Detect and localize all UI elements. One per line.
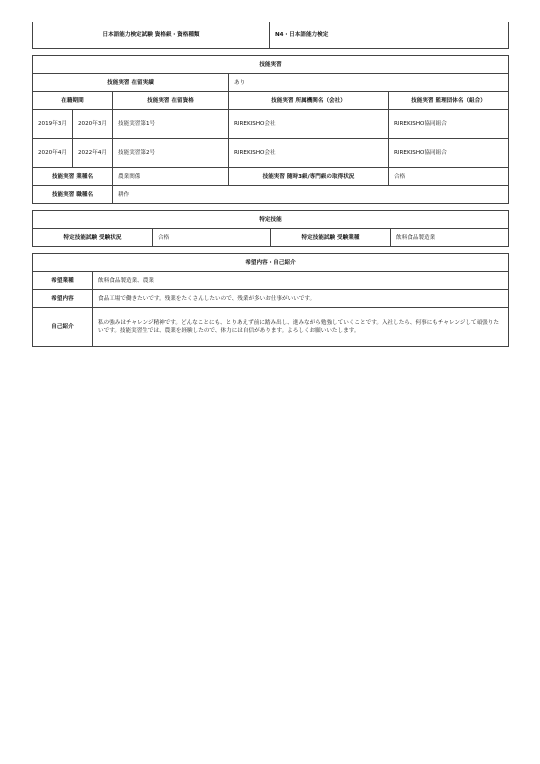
union-cell: RIREKISHO協同組合 bbox=[389, 139, 509, 168]
jlpt-value: N4・日本語能力検定 bbox=[270, 22, 509, 49]
table-row bbox=[33, 290, 509, 308]
specified-status-value: 合格 bbox=[153, 229, 271, 247]
period-end: 2022年4月 bbox=[73, 139, 113, 168]
jlpt-table bbox=[32, 22, 509, 49]
header-company: 技能実習 所属機関名（会社） bbox=[229, 92, 389, 110]
intro-label: 希望内容 bbox=[33, 290, 93, 308]
specified-field-value: 飲料食品製造業 bbox=[391, 229, 509, 247]
table-row bbox=[33, 308, 509, 347]
table-row bbox=[33, 110, 509, 139]
specified-field-label: 特定技能試験 受験業種 bbox=[271, 229, 391, 247]
industry-value: 農業関係 bbox=[113, 168, 229, 186]
table-row bbox=[33, 139, 509, 168]
intro-title: 希望内容・自己紹介 bbox=[33, 254, 509, 272]
intro-value: 飲料食品製造業、農業 bbox=[93, 272, 509, 290]
period-end: 2020年3月 bbox=[73, 110, 113, 139]
period-start: 2019年3月 bbox=[33, 110, 73, 139]
exam-label: 技能実習 随時3級/専門級の取得状況 bbox=[229, 168, 389, 186]
exam-value: 合格 bbox=[389, 168, 509, 186]
table-row bbox=[33, 272, 509, 290]
period-start: 2020年4月 bbox=[33, 139, 73, 168]
jlpt-label: 日本語能力検定試験 資格級・資格種類 bbox=[33, 22, 270, 49]
resume-sheet bbox=[32, 22, 508, 347]
specified-table bbox=[32, 210, 509, 247]
header-union: 技能実習 監理団体名（組合） bbox=[389, 92, 509, 110]
industry-label: 技能実習 業種名 bbox=[33, 168, 113, 186]
intro-value: 私の強みはチャレンジ精神です。どんなことにも、とりあえず前に踏み出し、進みながら勉強していくことです。入社したら、何事にもチャレンジして頑張りたいです。技能実習生では、農業を経験したので、体力には自信があります。よろしくお願いいたします。 bbox=[93, 308, 509, 347]
intro-value: 食品工場で働きたいです。残業をたくさんしたいので、残業が多いお仕事がいいです。 bbox=[93, 290, 509, 308]
job-label: 技能実習 職種名 bbox=[33, 186, 113, 204]
specified-title: 特定技能 bbox=[33, 211, 509, 229]
training-record-label: 技能実習 在留実績 bbox=[33, 74, 229, 92]
training-title: 技能実習 bbox=[33, 56, 509, 74]
company-cell: RIREKISHO会社 bbox=[229, 110, 389, 139]
intro-label: 自己紹介 bbox=[33, 308, 93, 347]
training-table bbox=[32, 55, 509, 204]
intro-table bbox=[32, 253, 509, 347]
specified-status-label: 特定技能試験 受験状況 bbox=[33, 229, 153, 247]
training-record-value: あり bbox=[229, 74, 509, 92]
union-cell: RIREKISHO協同組合 bbox=[389, 110, 509, 139]
header-status: 技能実習 在留資格 bbox=[113, 92, 229, 110]
job-value: 耕作 bbox=[113, 186, 509, 204]
header-period: 在籍期間 bbox=[33, 92, 113, 110]
company-cell: RIREKISHO会社 bbox=[229, 139, 389, 168]
status-cell: 技能実習第1号 bbox=[113, 110, 229, 139]
intro-label: 希望業種 bbox=[33, 272, 93, 290]
status-cell: 技能実習第2号 bbox=[113, 139, 229, 168]
